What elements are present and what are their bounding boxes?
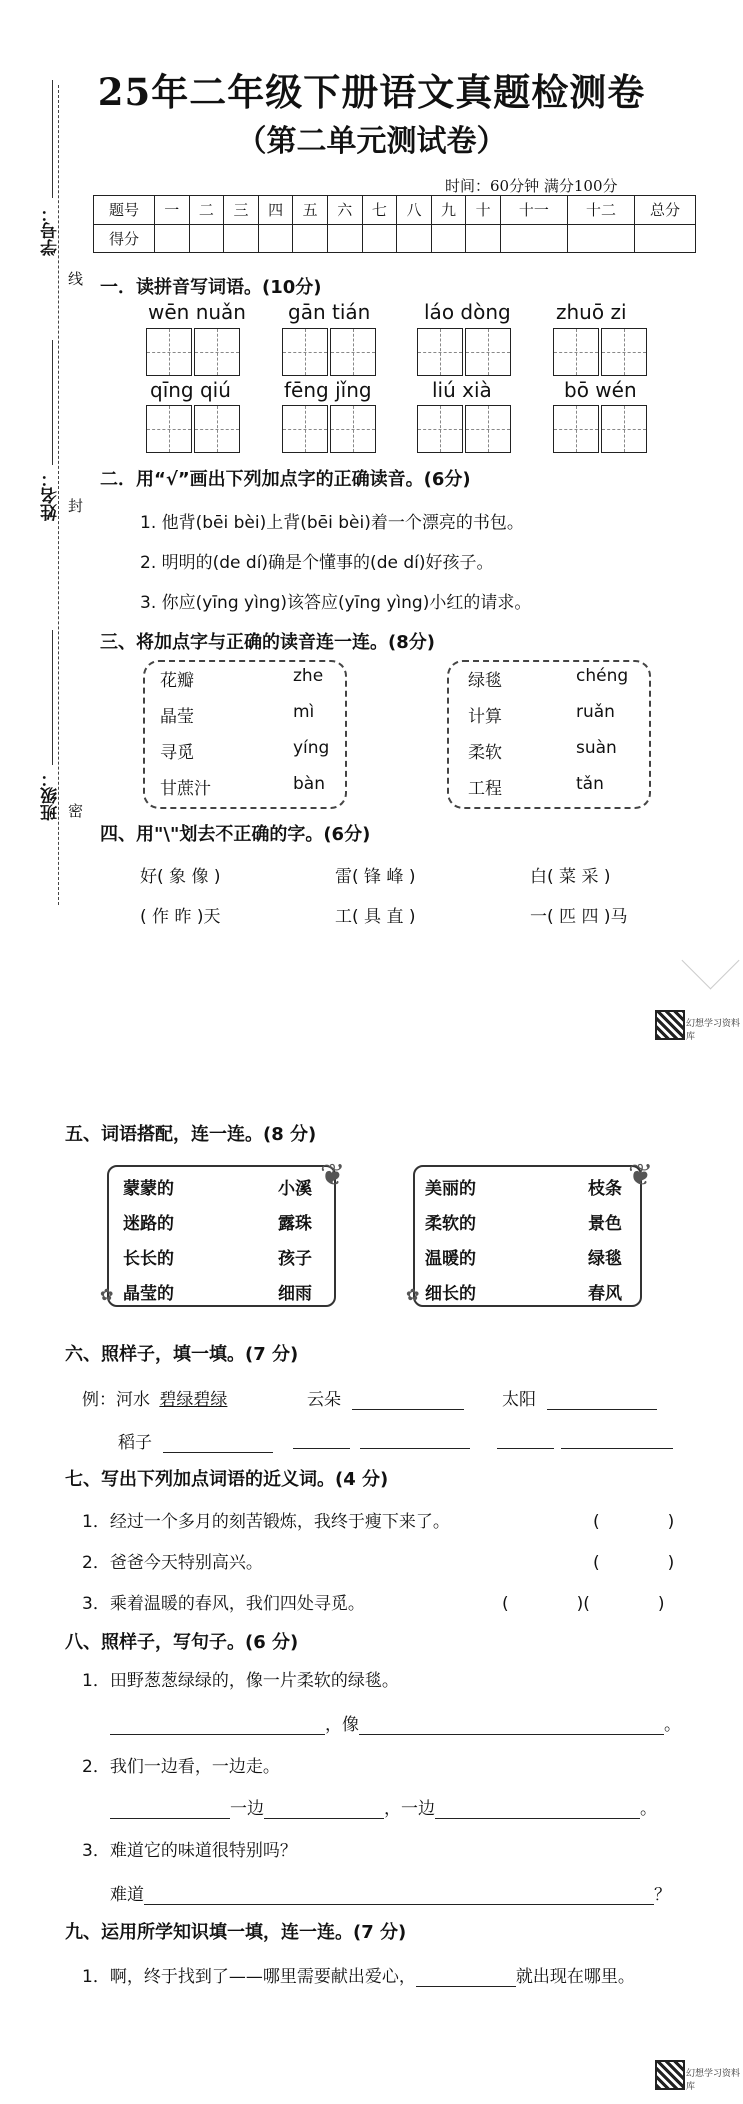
- class-underline: [52, 630, 53, 765]
- fill-blank[interactable]: [416, 1968, 516, 1987]
- score-header: 十二: [567, 196, 634, 225]
- sec2-item: 3. 你应(yīng yìng)该答应(yīng yìng)小红的请求。: [140, 593, 532, 613]
- answer-paren[interactable]: ( )( ): [502, 1594, 665, 1614]
- qr-code-icon: [655, 1010, 685, 1040]
- fill-blank[interactable]: [110, 1800, 230, 1819]
- butterfly-icon: ❦: [628, 1158, 654, 1193]
- sec4-item[interactable]: 好( 象 像 ): [140, 867, 221, 887]
- match-word[interactable]: 小溪: [278, 1179, 312, 1199]
- pinyin: gān tián: [288, 300, 371, 324]
- score-header: 一: [155, 196, 190, 225]
- match-pinyin[interactable]: suàn: [576, 738, 617, 758]
- score-cell[interactable]: [431, 224, 466, 253]
- fill-text: ，像: [325, 1715, 359, 1735]
- match-word[interactable]: 景色: [588, 1214, 622, 1234]
- watermark-brand: 幻想学习资料库: [686, 2069, 741, 2092]
- match-word[interactable]: 长长的: [123, 1249, 174, 1269]
- score-header: 九: [431, 196, 466, 225]
- match-word[interactable]: 春风: [588, 1284, 622, 1304]
- match-pinyin[interactable]: mì: [293, 702, 315, 722]
- fill-blank[interactable]: [359, 1716, 664, 1735]
- sec8-item: 2．我们一边看，一边走。: [82, 1757, 280, 1777]
- writing-grid[interactable]: [146, 405, 240, 453]
- match-word[interactable]: 孩子: [278, 1249, 312, 1269]
- match-word[interactable]: 细雨: [278, 1284, 312, 1304]
- fill-blank[interactable]: [144, 1886, 654, 1905]
- seal-word-seal: 封: [68, 497, 84, 515]
- writing-grid[interactable]: [282, 328, 376, 376]
- sec8-fill: [110, 1710, 681, 1735]
- sec7-item: 1．经过一个多月的刻苦锻炼，我终于瘦下来了。: [82, 1512, 450, 1532]
- sec4-item[interactable]: ( 作 昨 )天: [140, 907, 221, 927]
- match-word[interactable]: 晶莹: [160, 707, 194, 727]
- fill-text: ？: [654, 1885, 671, 1905]
- sec9-item: [82, 1962, 635, 1987]
- fill-blank[interactable]: [435, 1800, 640, 1819]
- fill-text: 。: [640, 1799, 657, 1819]
- score-header: 四: [258, 196, 293, 225]
- qr-code-icon: [655, 2060, 685, 2090]
- match-word[interactable]: 枝条: [588, 1179, 622, 1199]
- score-cell[interactable]: [293, 224, 328, 253]
- match-word[interactable]: 绿毯: [588, 1249, 622, 1269]
- score-header: 总分: [635, 196, 696, 225]
- score-header: 十一: [500, 196, 567, 225]
- match-word[interactable]: 工程: [468, 779, 502, 799]
- page-fold-decoration: [682, 932, 740, 990]
- match-word[interactable]: 美丽的: [425, 1179, 476, 1199]
- sec7-item: 2．爸爸今天特别高兴。: [82, 1553, 263, 1573]
- match-word[interactable]: 柔软: [468, 743, 502, 763]
- match-word[interactable]: 花瓣: [160, 671, 194, 691]
- match-word[interactable]: 迷路的: [123, 1214, 174, 1234]
- sec4-heading: 四、用"\"划去不正确的字。(6分): [100, 824, 371, 845]
- writing-grid[interactable]: [553, 405, 647, 453]
- fill-blank[interactable]: [110, 1716, 325, 1735]
- match-word[interactable]: 温暖的: [425, 1249, 476, 1269]
- sec9-heading: 九、运用所学知识填一填，连一连。(7 分): [65, 1922, 407, 1943]
- pinyin: qīng qiú: [150, 378, 231, 402]
- score-cell[interactable]: [224, 224, 259, 253]
- writing-grid[interactable]: [282, 405, 376, 453]
- student-id-label: 学号：: [41, 205, 61, 256]
- sec6-example: [82, 1385, 227, 1410]
- page-title: 25年二年级下册语文真题检测卷: [97, 70, 646, 114]
- score-table: [93, 195, 696, 253]
- match-word[interactable]: 蒙蒙的: [123, 1179, 174, 1199]
- fill-blank[interactable]: [561, 1430, 673, 1449]
- score-cell[interactable]: [155, 224, 190, 253]
- sec2-heading: 二．用“√”画出下列加点字的正确读音。(6分): [100, 469, 471, 490]
- fill-label: 太阳: [502, 1390, 536, 1410]
- score-header: 三: [224, 196, 259, 225]
- score-cell[interactable]: [362, 224, 397, 253]
- sec3-heading: 三、将加点字与正确的读音连一连。(8分): [100, 632, 435, 653]
- fill-blank[interactable]: [293, 1430, 350, 1449]
- match-pinyin[interactable]: ruǎn: [576, 702, 615, 722]
- score-header: 六: [327, 196, 362, 225]
- fill-text: 。: [664, 1715, 681, 1735]
- writing-grid[interactable]: [417, 328, 511, 376]
- page-subtitle: （第二单元测试卷）: [236, 124, 507, 159]
- pinyin: wēn nuǎn: [148, 300, 246, 324]
- sec4-item[interactable]: 雷( 锋 峰 ): [335, 867, 416, 887]
- sec7-item: 3．乘着温暖的春风，我们四处寻觅。: [82, 1594, 365, 1614]
- pinyin: láo dòng: [424, 300, 511, 324]
- seal-word-secret: 密: [68, 802, 84, 820]
- score-cell[interactable]: [466, 224, 501, 253]
- score-header: 十: [466, 196, 501, 225]
- sec8-item: 1．田野葱葱绿绿的，像一片柔软的绿毯。: [82, 1671, 399, 1691]
- score-header: 八: [397, 196, 432, 225]
- score-header: 五: [293, 196, 328, 225]
- answer-paren[interactable]: ( ): [593, 1553, 675, 1573]
- pinyin: fēng jǐng: [284, 378, 372, 402]
- sec6-item: [307, 1385, 464, 1410]
- fill-label: 云朵: [307, 1390, 341, 1410]
- sec7-heading: 七、写出下列加点词语的近义词。(4 分): [65, 1469, 389, 1490]
- sec8-fill: [110, 1794, 657, 1819]
- sec4-item[interactable]: 一( 匹 四 )马: [530, 907, 628, 927]
- fill-blank[interactable]: [547, 1391, 657, 1410]
- flower-icon: ✿: [100, 1285, 114, 1304]
- score-header: 二: [189, 196, 224, 225]
- class-label: 班级：: [41, 770, 61, 821]
- sec8-item: 3．难道它的味道很特别吗？: [82, 1841, 297, 1861]
- sec6-heading: 六、照样子，填一填。(7 分): [65, 1344, 299, 1365]
- name-label: 姓名：: [41, 470, 61, 521]
- match-pinyin[interactable]: zhe: [293, 666, 324, 686]
- writing-grid[interactable]: [417, 405, 511, 453]
- sec2-item: 1. 他背(bēi bèi)上背(bēi bèi)着一个漂亮的书包。: [140, 513, 524, 533]
- score-header: 题号: [94, 196, 155, 225]
- writing-grid[interactable]: [146, 328, 240, 376]
- name-underline: [52, 340, 53, 465]
- fill-blank[interactable]: [264, 1800, 384, 1819]
- flower-icon: ✿: [406, 1285, 420, 1304]
- sec8-heading: 八、照样子，写句子。(6 分): [65, 1632, 299, 1653]
- score-cell[interactable]: [327, 224, 362, 253]
- sec8-fill: [110, 1880, 671, 1905]
- time-info: 时间：60分钟 满分100分: [445, 177, 618, 195]
- score-row-label: 得分: [94, 224, 155, 253]
- fill-blank[interactable]: [497, 1430, 554, 1449]
- example-answer: 碧绿碧绿: [159, 1390, 228, 1410]
- writing-grid[interactable]: [553, 328, 647, 376]
- match-word[interactable]: 露珠: [278, 1214, 312, 1234]
- fill-blank[interactable]: [352, 1391, 464, 1410]
- match-word[interactable]: 寻觅: [160, 743, 194, 763]
- sec2-item: 2. 明明的(de dí)确是个懂事的(de dí)好孩子。: [140, 553, 494, 573]
- match-word[interactable]: 绿毯: [468, 671, 502, 691]
- fill-blank[interactable]: [163, 1434, 273, 1453]
- match-word[interactable]: 计算: [468, 707, 502, 727]
- pinyin: zhuō zi: [556, 300, 627, 324]
- match-pinyin[interactable]: bàn: [293, 774, 325, 794]
- score-cell[interactable]: [567, 224, 634, 253]
- match-pinyin[interactable]: chéng: [576, 666, 629, 686]
- match-word[interactable]: 晶莹的: [123, 1284, 174, 1304]
- match-word[interactable]: 细长的: [425, 1284, 476, 1304]
- watermark-brand: 幻想学习资料库: [686, 1019, 741, 1042]
- score-cell[interactable]: [189, 224, 224, 253]
- match-pinyin[interactable]: yíng: [293, 738, 330, 758]
- pinyin: liú xià: [432, 378, 492, 402]
- match-word[interactable]: 甘蔗汁: [160, 779, 211, 799]
- fill-text: 一边: [230, 1799, 264, 1819]
- sec6-item: [118, 1428, 273, 1453]
- fill-blank[interactable]: [360, 1430, 470, 1449]
- fill-label: 稻子: [118, 1433, 152, 1453]
- answer-paren[interactable]: ( ): [593, 1512, 675, 1532]
- sec5-heading: 五、词语搭配，连一连。(8 分): [65, 1124, 317, 1145]
- sec1-heading: 一．读拼音写词语。(10分): [100, 277, 322, 298]
- match-word[interactable]: 柔软的: [425, 1214, 476, 1234]
- sec6-item: [502, 1385, 657, 1410]
- score-cell[interactable]: [258, 224, 293, 253]
- seal-word-line: 线: [68, 270, 84, 288]
- fill-text: ，一边: [384, 1799, 435, 1819]
- score-cell[interactable]: [500, 224, 567, 253]
- pinyin: bō wén: [564, 378, 637, 402]
- example-label: 例：河水: [82, 1390, 150, 1410]
- sec4-item[interactable]: 白( 菜 采 ): [530, 867, 611, 887]
- fill-text: 就出现在哪里。: [515, 1967, 635, 1987]
- sec4-item[interactable]: 工( 具 直 ): [335, 907, 416, 927]
- score-header: 七: [362, 196, 397, 225]
- score-cell[interactable]: [397, 224, 432, 253]
- match-pinyin[interactable]: tǎn: [576, 774, 604, 794]
- butterfly-icon: ❦: [320, 1158, 346, 1193]
- fill-text: 1．啊，终于找到了——哪里需要献出爱心，: [82, 1967, 416, 1987]
- score-cell[interactable]: [635, 224, 696, 253]
- fill-text: 难道: [110, 1885, 144, 1905]
